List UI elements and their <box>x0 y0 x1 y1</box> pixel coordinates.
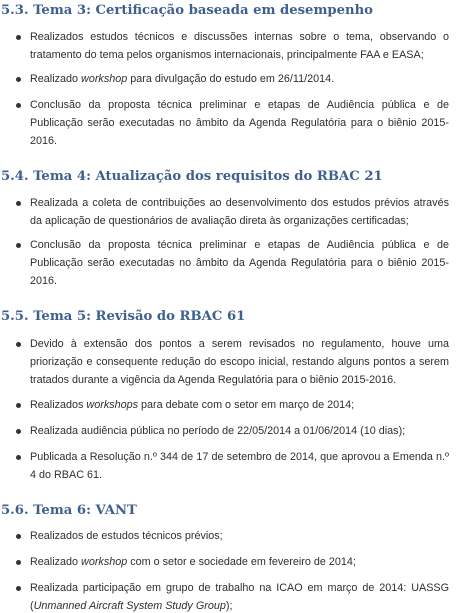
list-item <box>16 553 449 571</box>
section-title-5-3: 5.3. Tema 3: Certificação baseada em desempenho <box>1 3 373 18</box>
item-text: Realizados estudos técnicos e discussões internas sobre o tema, observando o tratamento do tema pelos organismos internacionais, principalmente FAA e EASA; <box>30 31 449 61</box>
bullet-icon <box>16 534 21 539</box>
item-text: Conclusão da proposta técnica preliminar e etapas de Audiência pública e de Publicação serão executadas no âmbito da Agenda Regulatória para o biênio 2015-2016. <box>30 239 449 287</box>
item-text: ); <box>225 600 233 612</box>
list-item <box>16 335 449 389</box>
section-title-5-5: 5.5. Tema 5: Revisão do RBAC 61 <box>1 309 246 324</box>
list-item <box>16 422 449 440</box>
item-text: Devido à extensão dos pontos a serem revisados no regulamento, houve uma priorização e consequente redução do escopo inicial, restando alguns pontos a serem tratados durante a vigência da Agenda Regulatória para o biênio 2015-2016. <box>30 338 449 386</box>
bullet-icon <box>16 103 21 108</box>
list-item <box>16 194 449 230</box>
item-text: para divulgação do estudo em 26/11/2014. <box>127 73 335 85</box>
bullet-icon <box>16 455 21 460</box>
list-item <box>16 70 449 88</box>
bullet-icon <box>16 201 21 206</box>
list-item <box>16 28 449 64</box>
bullet-icon <box>16 77 21 82</box>
item-text: para debate com o setor em março de 2014; <box>138 399 355 411</box>
bullet-icon <box>16 243 21 248</box>
list-item <box>16 527 449 545</box>
item-text: Realizados de estudos técnicos prévios; <box>30 530 223 542</box>
item-text-italic: workshops <box>86 399 139 411</box>
item-text: Realizada participação em grupo de trabalho na ICAO em março de 2014: UASSG ( <box>30 582 449 612</box>
section-title-5-4: 5.4. Tema 4: Atualização dos requisitos do RBAC 21 <box>1 169 383 184</box>
item-text-italic: workshop <box>81 73 128 85</box>
list-item <box>16 448 449 484</box>
item-text: Realizados <box>30 399 87 411</box>
list-item <box>16 396 449 414</box>
item-text-italic: workshop <box>81 556 128 568</box>
list-item <box>16 96 449 150</box>
bullet-icon <box>16 586 21 591</box>
bullet-icon <box>16 342 21 347</box>
item-text: com o setor e sociedade em fevereiro de 2014; <box>127 556 356 568</box>
item-text: Realizada audiência pública no período de 22/05/2014 a 01/06/2014 (10 dias); <box>30 425 406 437</box>
list-item <box>16 236 449 290</box>
item-text-italic: Unmanned Aircraft System Study Group <box>33 600 226 612</box>
item-text: Realizada a coleta de contribuições ao desenvolvimento dos estudos prévios através da aplicação de questionários de avaliação direta às organizações certificadas; <box>30 197 449 227</box>
bullet-icon <box>16 560 21 565</box>
bullet-icon <box>16 429 21 434</box>
item-text: Publicada a Resolução n.º 344 de 17 de setembro de 2014, que aprovou a Emenda n.º 4 do RBAC 61. <box>30 451 449 481</box>
item-text: Realizado <box>30 556 82 568</box>
section-title-5-6: 5.6. Tema 6: VANT <box>1 503 137 518</box>
list-item <box>16 579 449 613</box>
bullet-icon <box>16 403 21 408</box>
item-text: Realizado <box>30 73 82 85</box>
item-text: Conclusão da proposta técnica preliminar e etapas de Audiência pública e de Publicação serão executadas no âmbito da Agenda Regulatória para o biênio 2015-2016. <box>30 99 449 147</box>
bullet-icon <box>16 35 21 40</box>
